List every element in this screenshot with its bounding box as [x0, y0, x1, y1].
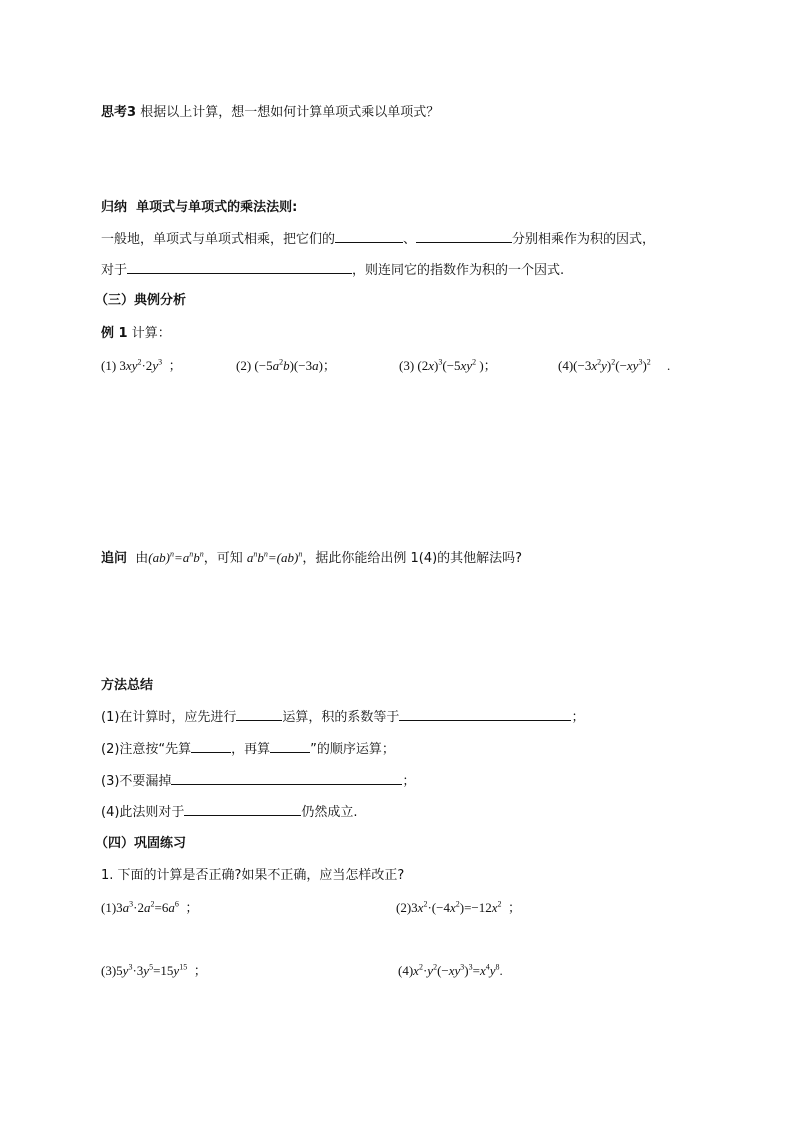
math-exp: 2	[137, 357, 142, 367]
math-var: x	[428, 358, 435, 373]
math-text: (−	[615, 358, 627, 373]
math-exp: 5	[149, 962, 154, 972]
math-var: xy	[125, 358, 138, 373]
math-var: b	[257, 550, 264, 565]
math-text: ；	[185, 900, 199, 915]
practice-item-4	[398, 962, 503, 980]
math-exp: 2	[150, 899, 155, 909]
math-text: )；	[318, 358, 336, 373]
rule-line1-text-b: 、	[403, 232, 417, 247]
fill-blank[interactable]	[270, 740, 310, 753]
math-text: )；	[479, 358, 497, 373]
math-var: y	[143, 963, 150, 978]
method-l1-text-b: 运算，积的系数等于	[282, 710, 400, 725]
method-line-4	[101, 803, 358, 822]
math-text: ·2	[133, 900, 145, 915]
math-var: y	[489, 963, 496, 978]
math-exp: 2	[597, 357, 602, 367]
math-var: a	[122, 900, 130, 915]
rule-heading	[101, 199, 297, 217]
math-exp: 2	[418, 962, 423, 972]
method-l4-text-b: 仍然成立.	[301, 805, 358, 820]
rule-line-1	[101, 230, 655, 249]
math-text: .	[499, 963, 503, 978]
method-l2-text-b: ，再算	[231, 742, 271, 757]
math-var: a	[272, 358, 280, 373]
math-text: (4)(−3	[558, 358, 592, 373]
math-exp: 2	[433, 962, 438, 972]
math-var: x	[413, 963, 419, 978]
math-text: (−	[437, 963, 449, 978]
math-text: ·	[422, 963, 428, 978]
math-var: y	[173, 963, 180, 978]
math-var: a	[246, 550, 254, 565]
math-exp: n	[199, 549, 204, 559]
math-text: ·3	[132, 963, 144, 978]
math-text: (2) (−5	[236, 358, 273, 373]
math-text: )(−3	[289, 358, 313, 373]
math-exp: n	[189, 549, 194, 559]
math-text: ；	[508, 900, 522, 915]
math-text: ·2	[141, 358, 153, 373]
follow-up-text-a: 由	[135, 551, 149, 566]
math-var: y	[152, 358, 159, 373]
example1-text: 计算：	[131, 326, 171, 341]
fill-blank[interactable]	[399, 708, 571, 721]
math-var: =a	[173, 550, 190, 565]
math-var: x	[449, 900, 456, 915]
math-exp: 15	[179, 962, 188, 972]
math-exp: 3	[460, 962, 465, 972]
math-var: b	[193, 550, 200, 565]
math-var: xy	[626, 358, 639, 373]
math-exp: n	[253, 549, 258, 559]
example1-item-4: $(4)(-3x^2y)^2(-xy^3)^2$ .	[558, 357, 671, 373]
fill-blank[interactable]	[416, 230, 512, 243]
example1-item-2	[236, 357, 336, 375]
method-l2-text-a: (2)注意按“先算	[101, 742, 192, 757]
method-line-1	[101, 708, 584, 727]
math-text: =	[472, 963, 480, 978]
math-exp: 2	[472, 357, 477, 367]
math-var: =(ab)	[267, 550, 299, 565]
math-text: ；	[193, 963, 207, 978]
math-var: x	[479, 963, 486, 978]
math-var: xy	[460, 358, 473, 373]
practice-item-3	[101, 962, 207, 980]
think3-text: 根据以上计算，想一想如何计算单项式乘以单项式？	[140, 105, 440, 120]
math-exp: 6	[174, 899, 179, 909]
math-exp: 2	[279, 357, 284, 367]
math-var: y	[122, 963, 129, 978]
math-text: (3) (2	[399, 358, 429, 373]
math-text: ·(−4	[427, 900, 450, 915]
math-text: (1)3	[101, 900, 123, 915]
method-l1-text-a: (1)在计算时，应先进行	[101, 710, 237, 725]
follow-up-line	[101, 549, 522, 568]
math-text: (3)5	[101, 963, 123, 978]
fill-blank[interactable]	[236, 708, 282, 721]
math-exp: n	[263, 549, 268, 559]
rule-line1-text-a: 一般地，单项式与单项式相乘，把它们的	[101, 232, 336, 247]
math-text: =15	[153, 963, 174, 978]
rule-line-2	[101, 261, 564, 280]
rule-title: 单项式与单项式的乘法法则:	[136, 200, 298, 215]
rule-line1-text-c: 分别相乘作为积的因式，	[512, 232, 656, 247]
rule-label: 归纳	[101, 200, 128, 215]
math-text: )	[464, 963, 469, 978]
math-exp: 3	[638, 357, 643, 367]
example1-item-3: (3) $(2x)^3(-5xy^2$ )；	[399, 357, 497, 373]
example1-label: 例 1	[101, 326, 128, 341]
math-text: (2)3	[396, 900, 418, 915]
fill-blank[interactable]	[335, 230, 403, 243]
math-var: x	[491, 900, 498, 915]
math-exp: 2	[423, 899, 428, 909]
fill-blank[interactable]	[127, 261, 352, 274]
fill-blank[interactable]	[171, 772, 402, 785]
math-exp: 2	[611, 357, 616, 367]
math-var: y	[427, 963, 434, 978]
example1-heading	[101, 325, 171, 343]
math-exp: n	[298, 549, 303, 559]
method-line-2	[101, 740, 395, 759]
method-l4-text-a: (4)此法则对于	[101, 805, 185, 820]
math-var: x	[591, 358, 598, 373]
math-text: .	[667, 358, 671, 373]
math-var: a	[312, 358, 319, 373]
math-text: (4)	[398, 963, 414, 978]
math-var: (ab)	[148, 550, 170, 565]
math-var: a	[168, 900, 175, 915]
fill-blank[interactable]	[184, 803, 301, 816]
math-text: =6	[154, 900, 169, 915]
math-var: a	[144, 900, 151, 915]
fill-blank[interactable]	[191, 740, 231, 753]
math-exp: 2	[455, 899, 460, 909]
math-text: (1) 3	[101, 358, 126, 373]
math-exp: 2	[497, 899, 502, 909]
follow-up-label: 追问	[101, 551, 128, 566]
method-l3-text-a: (3)不要漏掉	[101, 774, 172, 789]
practice-question: 1. 下面的计算是否正确?如果不正确，应当怎样改正?	[101, 868, 405, 883]
math-exp: 3	[468, 962, 473, 972]
think3-line	[101, 104, 439, 122]
math-exp: 3	[128, 962, 133, 972]
method-title: 方法总结	[101, 678, 154, 693]
rule-line2-text-a: 对于	[101, 263, 128, 278]
math-text: ；	[168, 358, 182, 373]
math-exp: 3	[158, 357, 163, 367]
method-l2-text-c: ”的顺序运算；	[310, 742, 395, 757]
math-var: xy	[448, 963, 461, 978]
math-exp: 3	[129, 899, 134, 909]
think3-label: 思考3	[101, 105, 137, 120]
rule-line2-text-b: ，则连同它的指数作为积的一个因式.	[352, 263, 565, 278]
math-text: )=−12	[459, 900, 492, 915]
math-var: y	[601, 358, 607, 373]
section4-title: （四）巩固练习	[95, 836, 187, 851]
method-line-3	[101, 772, 415, 791]
math-var: b	[283, 358, 290, 373]
method-l3-text-b: ；	[402, 774, 416, 789]
math-var: x	[417, 900, 424, 915]
follow-up-text-b: ，可知	[203, 551, 243, 566]
math-exp: n	[169, 549, 174, 559]
follow-up-text-c: ，据此你能给出例 1(4)的其他解法吗?	[302, 551, 523, 566]
section3-title: （三）典例分析	[95, 293, 187, 308]
math-exp: 3	[438, 357, 443, 367]
math-text: (−5	[442, 358, 461, 373]
math-exp: 4	[485, 962, 490, 972]
practice-item-2	[396, 899, 521, 917]
practice-item-1	[101, 899, 198, 917]
math-exp: 8	[495, 962, 500, 972]
method-l1-text-c: ；	[571, 710, 585, 725]
example1-item-1	[101, 357, 182, 375]
